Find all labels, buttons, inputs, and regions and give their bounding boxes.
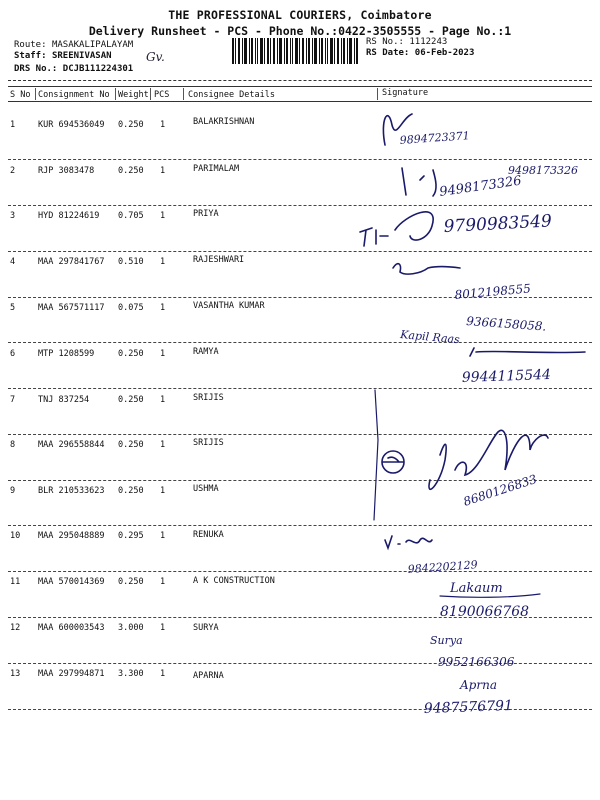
col-header-consignment: Consignment No bbox=[38, 90, 110, 100]
row-consignee: SRIJIS bbox=[193, 438, 224, 448]
row-sno: 1 bbox=[10, 120, 16, 130]
hw-phone-r2b: 9498173326 bbox=[438, 173, 523, 200]
row-sno: 2 bbox=[10, 166, 16, 176]
hw-name-r12: Surya bbox=[430, 634, 463, 647]
row-consignment: HYD 81224619 bbox=[38, 211, 100, 221]
row-consignee: A K CONSTRUCTION bbox=[193, 576, 275, 586]
rs-no-line bbox=[366, 37, 447, 47]
signature-scribble bbox=[393, 264, 460, 274]
row-divider bbox=[8, 434, 592, 435]
signature-scribble bbox=[470, 348, 585, 356]
row-sno: 6 bbox=[10, 349, 16, 359]
row-divider bbox=[8, 251, 592, 252]
row-divider bbox=[8, 388, 592, 389]
row-pcs: 1 bbox=[160, 531, 166, 541]
row-consignment: RJP 3083478 bbox=[38, 166, 95, 176]
row-weight: 0.250 bbox=[118, 120, 144, 130]
row-pcs: 1 bbox=[160, 440, 166, 450]
row-weight: 3.000 bbox=[118, 623, 144, 633]
route-label: Route: bbox=[14, 40, 47, 50]
row-divider bbox=[8, 709, 592, 710]
hw-phone-r9: 8680126833 bbox=[461, 471, 539, 509]
row-sno: 3 bbox=[10, 211, 16, 221]
header-rule bbox=[8, 86, 592, 87]
row-weight: 0.250 bbox=[118, 440, 144, 450]
staff-initials: Gv. bbox=[146, 50, 165, 64]
row-consignment: KUR 694536049 bbox=[38, 120, 105, 130]
rs-date-value: 06-Feb-2023 bbox=[414, 48, 475, 58]
row-consignee: PRIYA bbox=[193, 209, 219, 219]
row-divider bbox=[8, 663, 592, 664]
row-weight: 0.510 bbox=[118, 257, 144, 267]
row-pcs: 1 bbox=[160, 577, 166, 587]
staff-label: Staff: bbox=[14, 51, 47, 61]
row-weight: 0.250 bbox=[118, 486, 144, 496]
hw-phone-r12: 9952166306 bbox=[438, 655, 515, 669]
row-pcs: 1 bbox=[160, 623, 166, 633]
row-divider bbox=[8, 297, 592, 298]
route-line bbox=[14, 40, 133, 50]
row-divider bbox=[8, 480, 592, 481]
bracket-line bbox=[374, 390, 378, 520]
drs-line bbox=[14, 64, 133, 74]
row-consignment: MAA 567571117 bbox=[38, 303, 105, 313]
drs-value: DCJB111224301 bbox=[62, 64, 134, 74]
row-consignment: MAA 600003543 bbox=[38, 623, 105, 633]
row-divider bbox=[8, 617, 592, 618]
row-weight: 0.250 bbox=[118, 349, 144, 359]
row-sno: 11 bbox=[10, 577, 21, 587]
row-pcs: 1 bbox=[160, 257, 166, 267]
col-divider bbox=[115, 88, 116, 100]
barcode bbox=[232, 38, 358, 64]
row-sno: 8 bbox=[10, 440, 16, 450]
hw-phone-r11: 8190066768 bbox=[440, 604, 530, 620]
row-weight: 0.295 bbox=[118, 531, 144, 541]
row-consignee: SURYA bbox=[193, 623, 219, 633]
signature-scribble bbox=[383, 457, 403, 462]
row-consignee: VASANTHA KUMAR bbox=[193, 301, 265, 311]
row-divider bbox=[8, 571, 592, 572]
row-weight: 0.705 bbox=[118, 211, 144, 221]
row-consignee: RAJESHWARI bbox=[193, 255, 245, 265]
row-divider bbox=[8, 525, 592, 526]
signature-underline bbox=[440, 594, 540, 597]
hw-phone-r13: 9487576791 bbox=[423, 697, 514, 717]
row-sno: 5 bbox=[10, 303, 16, 313]
drs-label: DRS No.: bbox=[14, 64, 58, 74]
row-consignment: MAA 297841767 bbox=[38, 257, 105, 267]
hw-phone-r5: 9366158058. bbox=[465, 314, 547, 334]
col-divider bbox=[150, 88, 151, 100]
row-sno: 10 bbox=[10, 531, 21, 541]
rs-no-label: RS No.: bbox=[366, 37, 404, 47]
row-pcs: 1 bbox=[160, 486, 166, 496]
col-header-consignee: Consignee Details bbox=[188, 90, 275, 100]
hw-phone-r1: 9894723371 bbox=[399, 129, 471, 147]
runsheet-subtitle: Delivery Runsheet - PCS - Phone No.:0422-3505555 - Page No.:1 bbox=[88, 24, 512, 38]
header-top-rule bbox=[8, 80, 592, 81]
rs-date-label: RS Date: bbox=[366, 48, 410, 58]
signature-circle bbox=[382, 451, 404, 473]
rs-date-line bbox=[366, 48, 474, 58]
row-divider bbox=[8, 205, 592, 206]
signature-scribble bbox=[383, 114, 412, 145]
row-consignee: RENUKA bbox=[193, 530, 224, 540]
signature-scribble bbox=[360, 212, 433, 246]
col-divider bbox=[377, 88, 378, 100]
hw-name-r5: Kapil Raas bbox=[399, 328, 461, 347]
signature-scribble bbox=[402, 168, 436, 196]
row-pcs: 1 bbox=[160, 303, 166, 313]
row-consignment: MAA 297994871 bbox=[38, 669, 105, 679]
row-weight: 0.250 bbox=[118, 395, 144, 405]
col-header-weight: Weight bbox=[118, 90, 149, 100]
row-pcs: 1 bbox=[160, 395, 166, 405]
row-consignment: MAA 296558844 bbox=[38, 440, 105, 450]
row-sno: 9 bbox=[10, 486, 16, 496]
row-sno: 7 bbox=[10, 395, 16, 405]
row-consignee: APARNA bbox=[193, 671, 224, 681]
staff-line bbox=[14, 51, 112, 61]
row-consignment: MAA 570014369 bbox=[38, 577, 105, 587]
row-consignee: RAMYA bbox=[193, 347, 219, 357]
hw-name-r13: Aprna bbox=[460, 678, 497, 692]
row-consignee: USHMA bbox=[193, 484, 219, 494]
hw-name-r11: Lakaum bbox=[450, 581, 503, 596]
row-sno: 13 bbox=[10, 669, 21, 679]
row-sno: 12 bbox=[10, 623, 21, 633]
row-pcs: 1 bbox=[160, 349, 166, 359]
row-pcs: 1 bbox=[160, 211, 166, 221]
row-consignment: MAA 295048889 bbox=[38, 531, 105, 541]
staff-value: SREENIVASAN bbox=[51, 51, 112, 61]
col-header-sno: S No bbox=[10, 90, 31, 100]
header-bottom-rule bbox=[8, 101, 592, 102]
row-weight: 0.250 bbox=[118, 577, 144, 587]
hw-phone-r3: 9790983549 bbox=[443, 211, 553, 237]
rs-no-value: 1112243 bbox=[409, 37, 448, 47]
signature-scribble bbox=[385, 536, 432, 548]
col-header-signature: Signature bbox=[382, 88, 429, 98]
row-divider bbox=[8, 159, 592, 160]
row-divider bbox=[8, 342, 592, 343]
col-header-pcs: PCS bbox=[154, 90, 170, 100]
row-pcs: 1 bbox=[160, 120, 166, 130]
row-consignee: SRIJIS bbox=[193, 393, 224, 403]
hw-phone-r6: 9944115544 bbox=[461, 366, 552, 386]
row-pcs: 1 bbox=[160, 166, 166, 176]
hw-phone-r2a: 9498173326 bbox=[508, 164, 578, 177]
row-weight: 0.075 bbox=[118, 303, 144, 313]
hw-phone-r10: 9842202129 bbox=[407, 558, 479, 576]
row-sno: 4 bbox=[10, 257, 16, 267]
row-weight: 0.250 bbox=[118, 166, 144, 176]
col-divider bbox=[183, 88, 184, 100]
hw-phone-r4: 8012198555 bbox=[454, 281, 532, 302]
row-pcs: 1 bbox=[160, 669, 166, 679]
col-divider bbox=[35, 88, 36, 100]
row-consignment: BLR 210533623 bbox=[38, 486, 105, 496]
row-consignment: TNJ 837254 bbox=[38, 395, 90, 405]
route-value: MASAKALIPALAYAM bbox=[51, 40, 134, 50]
row-consignee: PARIMALAM bbox=[193, 164, 240, 174]
row-consignee: BALAKRISHNAN bbox=[193, 117, 255, 127]
row-weight: 3.300 bbox=[118, 669, 144, 679]
company-title: THE PROFESSIONAL COURIERS, Coimbatore bbox=[168, 8, 432, 22]
row-consignment: MTP 1208599 bbox=[38, 349, 95, 359]
